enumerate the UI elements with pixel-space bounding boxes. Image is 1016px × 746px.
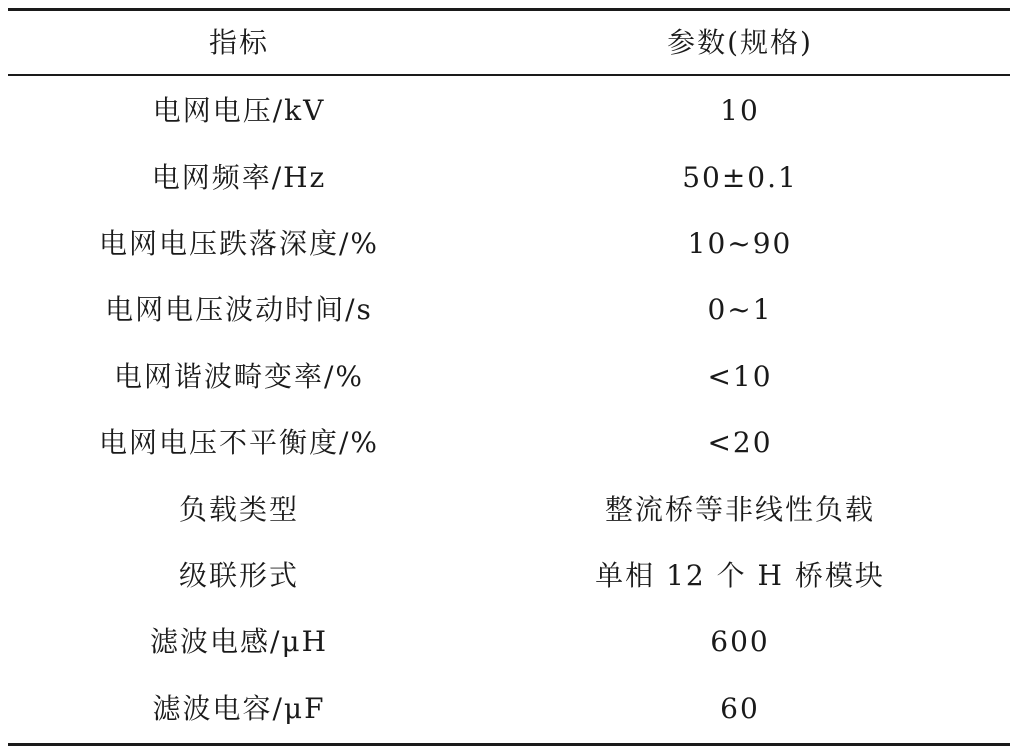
parameter-table [8,8,1010,746]
row-indicator: 电网谐波畸变率/% [113,359,365,393]
table-row [8,543,1010,609]
header-parameter: 参数(规格) [667,25,813,59]
row-value: 单相 12 个 H 桥模块 [595,558,885,592]
row-value: <20 [707,426,773,460]
row-value: <10 [707,359,773,393]
table-row [8,277,1010,343]
row-value: 50±0.1 [682,160,798,194]
table-row [8,211,1010,277]
row-value: 600 [710,625,770,659]
table-row [8,476,1010,542]
table-row [8,676,1010,742]
row-indicator: 电网电压跌落深度/% [98,226,380,260]
row-indicator: 电网电压波动时间/s [105,293,373,327]
row-value: 10 [720,94,760,128]
row-value: 0~1 [707,293,773,327]
header-indicator: 指标 [208,25,269,59]
row-indicator: 滤波电感/μH [149,625,329,659]
row-indicator: 电网频率/Hz [151,160,327,194]
table-body [8,76,1010,743]
table-row [8,144,1010,210]
row-value: 10~90 [687,226,793,260]
row-indicator: 电网电压/kV [152,94,326,128]
row-indicator: 负载类型 [178,492,299,526]
table-row [8,609,1010,675]
row-indicator: 电网电压不平衡度/% [98,426,380,460]
table-header-row [8,11,1010,74]
row-value: 整流桥等非线性负载 [604,492,875,526]
table-row [8,410,1010,476]
table-row [8,344,1010,410]
table-bottom-rule [8,743,1010,746]
row-value: 60 [720,691,760,725]
row-indicator: 级联形式 [178,558,299,592]
row-indicator: 滤波电容/μF [152,691,326,725]
table-row [8,78,1010,144]
